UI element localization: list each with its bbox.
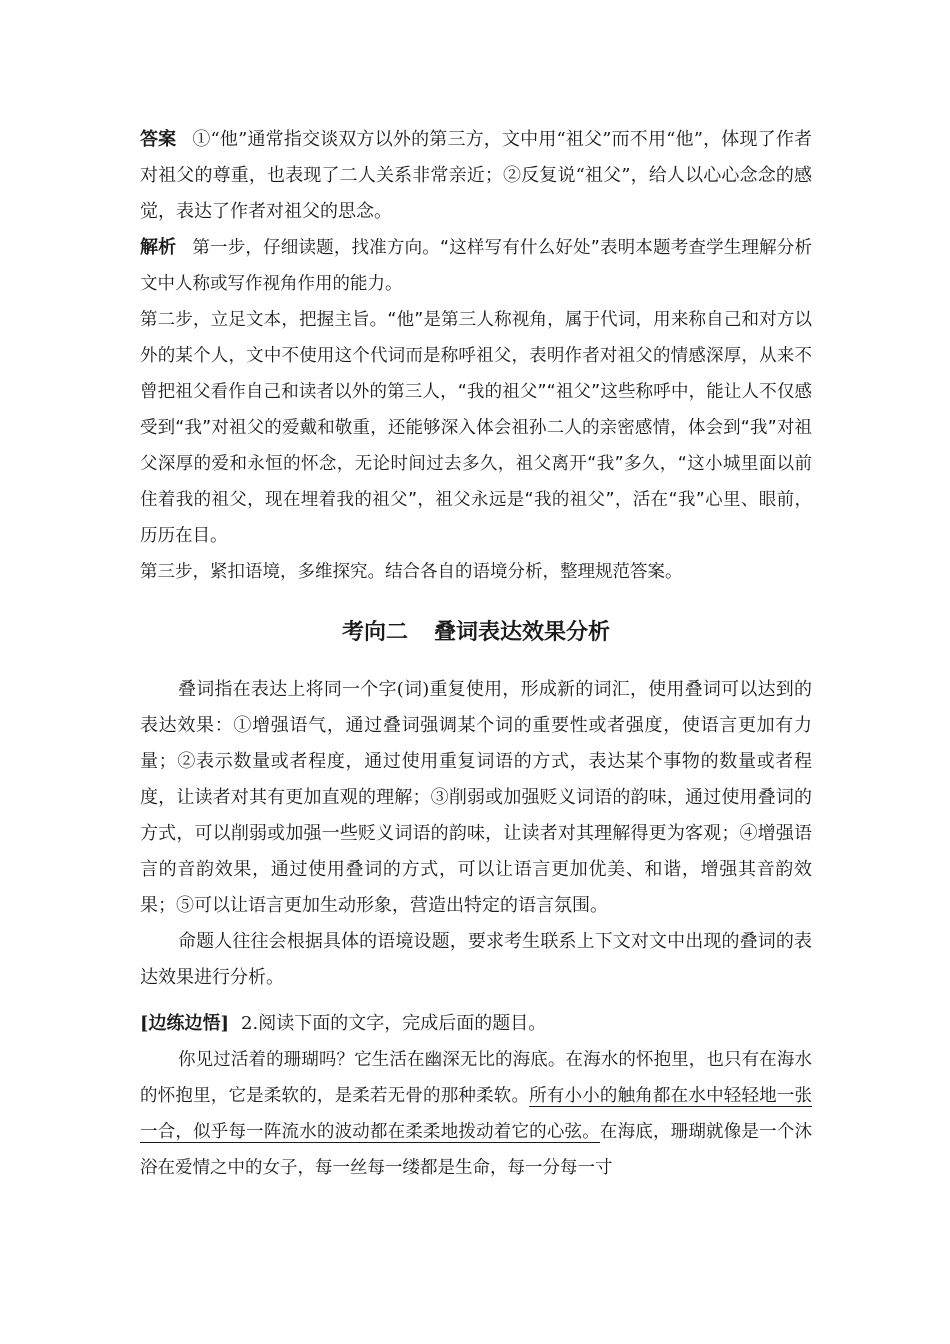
section-paragraph-2: 命题人往往会根据具体的语境设题，要求考生联系上下文对文中出现的叠词的表达效果进行分析。 [140, 931, 812, 988]
analysis-step2: 第二步，立足文本，把握主旨。“他”是第三人称视角，属于代词，用来称自己和对方以外的某个人，文中不使用这个代词而是称呼祖父，表明作者对祖父的情感深厚，从来不曾把祖父看作自己和读者以外的第三人，“我的祖父”“祖父”这些称呼中，能让人不仅感受到“我”对祖父的爱戴和敬重，还能够深入体会祖孙二人的亲密感情，体会到“我”对祖父深厚的爱和永恒的怀念，无论时间过去多久，祖父离开“我”多久，“这小城里面以前住着我的祖父，现在埋着我的祖父”，祖父永远是“我的祖父”，活在“我”心里、眼前，历历在目。 [140, 310, 813, 546]
practice-block [140, 1006, 812, 1186]
analysis-step1-paragraph [140, 230, 812, 302]
practice-header [140, 1006, 812, 1042]
answer-block [140, 122, 812, 230]
analysis-step3: 第三步，紧扣语境，多维探究。结合各自的语境分析，整理规范答案。 [140, 562, 683, 582]
analysis-label: 解析 [140, 237, 177, 258]
answer-label: 答案 [140, 129, 177, 150]
section-heading [140, 612, 812, 652]
section-heading-number: 考向二 [341, 619, 408, 645]
section-body [140, 672, 812, 996]
practice-label: [边练边悟] [140, 1013, 230, 1034]
analysis-step1: 第一步，仔细读题，找准方向。“这样写有什么好处”表明本题考查学生理解分析文中人称或写作视角作用的能力。 [140, 238, 812, 294]
passage-underlined-sentence: 所有小小的触角都在水中轻轻地一张一合，似乎每一阵流水的波动都在柔柔地拨动着它的心弦。 [140, 1086, 813, 1142]
passage-text-after: 在海底，珊瑚就像是一个沐浴在爱情之中的女子，每一丝每一缕都是生命，每一分每一寸 [140, 1122, 813, 1178]
answer-text: ①“他”通常指交谈双方以外的第三方，文中用“祖父”而不用“他”，体现了作者对祖父的尊重，也表现了二人关系非常亲近；②反复说“祖父”，给人以心心念念的感觉，表达了作者对祖父的思念。 [140, 129, 812, 222]
passage-text-before: 你见过活着的珊瑚吗？它生活在幽深无比的海底。在海水的怀抱里，也只有在海水的怀抱里，它是柔软的，是柔若无骨的那种柔软。 [140, 1050, 812, 1106]
practice-passage [140, 1042, 812, 1186]
section-paragraph-1: 叠词指在表达上将同一个字(词)重复使用，形成新的词汇，使用叠词可以达到的表达效果：①增强语气，通过叠词强调某个词的重要性或者强度，使语言更加有力量；②表示数量或者程度，通过使用重复词语的方式，表达某个事物的数量或者程度，让读者对其有更加直观的理解；③削弱或加强贬义词语的韵味，通过使用叠词的方式，可以削弱或加强一些贬义词语的韵味，让读者对其理解得更为客观；④增强语言的音韵效果，通过使用叠词的方式，可以让语言更加优美、和谐，增强其音韵效果；⑤可以让语言更加生动形象，营造出特定的语言氛围。 [140, 679, 812, 916]
section-heading-title: 叠词表达效果分析 [434, 619, 611, 645]
analysis-block [140, 230, 812, 590]
answer-paragraph [140, 122, 812, 230]
practice-instruction: 2.阅读下面的文字，完成后面的题目。 [241, 1013, 547, 1034]
